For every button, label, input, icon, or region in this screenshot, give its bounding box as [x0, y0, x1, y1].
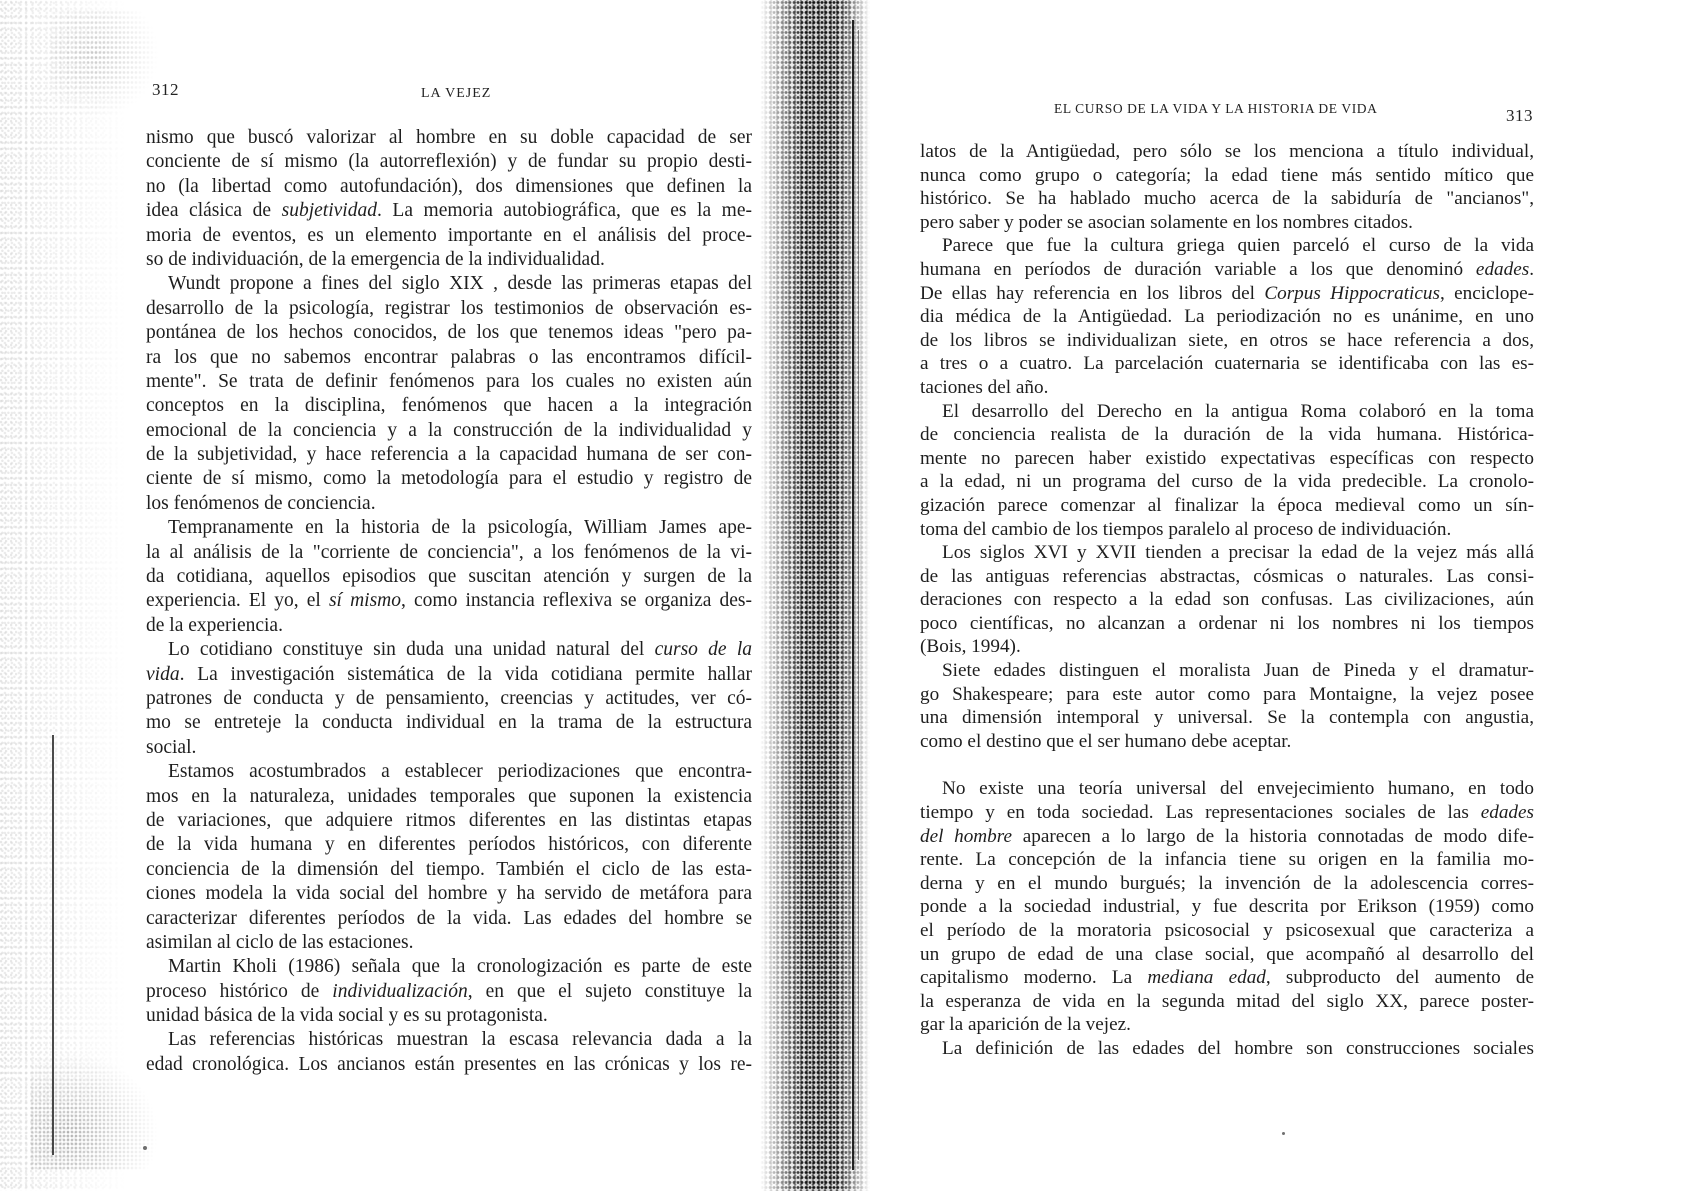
text-line: [146, 443, 752, 467]
text-run: La definición de las edades del hombre son construcciones sociales: [942, 1037, 1534, 1059]
text-run: go Shakespeare; para este autor como para Montaigne, la vejez posee: [920, 683, 1534, 705]
text-line: [920, 659, 1534, 683]
text-line: [920, 801, 1534, 825]
text-run: dia médica de la Antigüedad. La periodización no es unánime, en uno: [920, 306, 1534, 328]
text-line: [920, 211, 1534, 235]
text-run: asimilan al ciclo de las estaciones.: [146, 931, 414, 953]
text-line: [920, 825, 1534, 849]
italic-term: del hombre: [920, 825, 1013, 847]
italic-term: Corpus Hippocraticus: [1264, 282, 1440, 304]
text-run: de la vida humana y en diferentes períodos históricos, con diferente: [146, 834, 752, 856]
text-run: No existe una teoría universal del envejecimiento humano, en todo: [942, 778, 1534, 800]
text-run: Wundt propone a fines del siglo XIX , desde las primeras etapas del: [168, 273, 752, 295]
text-line: [920, 1013, 1534, 1037]
text-line: [920, 565, 1534, 589]
text-line: [146, 1004, 752, 1028]
text-run: pero saber y poder se asocian solamente en los nombres citados.: [920, 211, 1413, 233]
text-run: ciente de sí mismo, como la metodología para el estudio y registro de: [146, 468, 752, 490]
text-line: [920, 447, 1534, 471]
italic-term: subjetividad: [281, 200, 377, 222]
text-run: Martin Kholi (1986) señala que la cronologización es parte de este: [168, 956, 752, 978]
text-run: .: [1529, 258, 1534, 280]
text-run: conciencia de la dimensión del tiempo. También el ciclo de las esta-: [146, 858, 752, 880]
text-run: da cotidiana, aquellos episodios que suscitan atención y surgen de la: [146, 566, 752, 588]
text-line: [920, 706, 1534, 730]
text-run: idea clásica de: [146, 200, 282, 222]
page-number-right: 313: [1506, 106, 1533, 125]
text-run: gización parece comenzar al finalizar la época medieval como un sín-: [920, 494, 1534, 516]
text-run: . La investigación sistemática de la vida cotidiana permite hallar: [179, 663, 752, 685]
text-line: [146, 882, 752, 906]
text-run: de los libros se individualizan siete, en otros se hace referencia a dos,: [920, 329, 1534, 351]
right-page-body: [920, 140, 1534, 1061]
italic-term: mediana edad: [1147, 967, 1266, 989]
text-run: poco científicas, no alcanzan a ordenar ni los nombres ni los tiempos: [920, 612, 1534, 634]
text-run: . La memoria autobiográfica, que es la me-: [376, 200, 752, 222]
text-line: [146, 907, 752, 931]
scan-speck: [143, 1146, 147, 1150]
text-line: [146, 297, 752, 321]
text-line: [146, 785, 752, 809]
text-line: [920, 329, 1534, 353]
text-run: experiencia. El yo, el: [146, 590, 329, 612]
text-line: [920, 919, 1534, 943]
text-line: [920, 872, 1534, 896]
text-run: la al análisis de la "corriente de conciencia", a los fenómenos de la vi-: [146, 541, 752, 563]
text-line: [146, 541, 752, 565]
text-run: edad cronológica. Los ancianos están presentes en las crónicas y los re-: [146, 1053, 752, 1075]
text-run: deraciones con respecto a la edad son confusas. Las civilizaciones, aún: [920, 589, 1534, 611]
text-run: mente no parecen haber existido expectativas específicas con respecto: [920, 447, 1534, 469]
text-run: la esperanza de vida en la segunda mitad del siglo XX, parece poster-: [920, 990, 1534, 1012]
italic-term: individualización: [332, 980, 468, 1002]
italic-term: curso de la: [654, 639, 752, 661]
text-line: [920, 518, 1534, 542]
text-run: nismo que buscó valorizar al hombre en su doble capacidad de ser: [146, 127, 752, 148]
text-run: moria de eventos, es un elemento importante en el análisis del proce-: [146, 224, 752, 246]
text-run: Los siglos XVI y XVII tienden a precisar la edad de la vejez más allá: [942, 542, 1534, 564]
text-run: nunca como grupo o categoría; la edad tiene más sentido mítico que: [920, 164, 1534, 186]
text-line: [146, 736, 752, 760]
text-line: [146, 248, 752, 272]
text-run: mente". Se trata de definir fenómenos para los cuales no existen aún: [146, 370, 752, 392]
text-line: [920, 258, 1534, 282]
text-line: [920, 305, 1534, 329]
text-run: emocional de la conciencia y a la construcción de la individualidad y: [146, 419, 752, 441]
text-run: , subproducto del aumento de: [1265, 967, 1534, 989]
right-page: [860, 0, 1682, 1191]
text-line: [920, 400, 1534, 424]
text-line: [920, 376, 1534, 400]
text-line: [920, 352, 1534, 376]
text-run: gar la aparición de la vejez.: [920, 1014, 1131, 1036]
text-run: patrones de conducta y de pensamiento, creencias y actitudes, ver có-: [146, 687, 752, 709]
text-line: [146, 833, 752, 857]
text-line: [920, 1037, 1534, 1061]
text-line: [146, 150, 752, 174]
text-run: a la edad, ni un programa del curso de la vida predecible. La cronolo-: [920, 471, 1534, 493]
text-line: [920, 140, 1534, 164]
text-run: so de individuación, de la emergencia de la individualidad.: [146, 248, 605, 270]
text-line: [920, 423, 1534, 447]
text-run: pontánea de los hechos conocidos, de los que tenemos ideas "pero pa-: [146, 322, 752, 344]
text-run: De ellas hay referencia en los libros del: [920, 282, 1265, 304]
text-line: [146, 711, 752, 735]
text-line: [920, 848, 1534, 872]
text-line: [146, 224, 752, 248]
text-run: de la experiencia.: [146, 614, 283, 636]
text-run: no (la libertad como autofundación), dos dimensiones que definen la: [146, 175, 752, 197]
text-run: , como instancia reflexiva se organiza des-: [401, 590, 752, 612]
text-line: [146, 1053, 752, 1077]
text-run: unidad básica de la vida social y es su protagonista.: [146, 1005, 548, 1027]
text-line: [920, 282, 1534, 306]
text-run: histórico. Se ha hablado mucho acerca de la sabiduría de "ancianos",: [920, 188, 1534, 210]
text-line: [920, 966, 1534, 990]
italic-term: sí mismo: [328, 590, 402, 612]
text-run: social.: [146, 736, 197, 758]
text-line: [146, 175, 752, 199]
text-run: tiempo y en toda sociedad. Las representaciones sociales de las: [920, 802, 1481, 824]
text-line: [146, 931, 752, 955]
text-line: [146, 955, 752, 979]
text-run: latos de la Antigüedad, pero sólo se los menciona a título individual,: [920, 141, 1534, 162]
text-run: taciones del año.: [920, 376, 1049, 398]
text-run: conciente de sí mismo (la autorreflexión) y de fundar su propio desti-: [146, 151, 752, 173]
text-line: [146, 1028, 752, 1052]
text-run: caracterizar diferentes períodos de la vida. Las edades del hombre se: [146, 907, 752, 929]
text-line: [146, 346, 752, 370]
text-line: [920, 234, 1534, 258]
text-run: los fenómenos de conciencia.: [146, 492, 376, 514]
text-line: [146, 760, 752, 784]
text-line: [146, 492, 752, 516]
text-run: de conciencia realista de la duración de la vida humana. Histórica-: [920, 424, 1534, 446]
text-line: [920, 541, 1534, 565]
book-gutter-line: [852, 20, 854, 1170]
text-line: [920, 164, 1534, 188]
text-line: [920, 730, 1534, 754]
text-line: [920, 943, 1534, 967]
text-run: proceso histórico de: [146, 980, 333, 1002]
text-run: , en que el sujeto constituye la: [467, 980, 752, 1002]
text-run: una dimensión intemporal y universal. Se la contempla con angustia,: [920, 707, 1534, 729]
running-head-left: LA VEJEZ: [421, 86, 492, 101]
text-run: desarrollo de la psicología, registrar los testimonios de observación es-: [146, 297, 752, 319]
text-line: [146, 589, 752, 613]
text-line: [146, 516, 752, 540]
page-number-left: 312: [152, 80, 179, 99]
text-run: ponde a la sociedad industrial, y fue descrita por Erikson (1959) como: [920, 896, 1534, 918]
italic-term: edades: [1480, 802, 1534, 824]
text-line: [920, 895, 1534, 919]
text-run: (Bois, 1994).: [920, 636, 1021, 658]
italic-term: vida: [146, 663, 180, 685]
text-run: Siete edades distinguen el moralista Juan de Pineda y el dramatur-: [942, 660, 1534, 682]
running-head-right: EL CURSO DE LA VIDA Y LA HISTORIA DE VIDA: [1054, 101, 1378, 116]
text-run: un grupo de edad de una clase social, que acompañó al desarrollo del: [920, 943, 1534, 965]
text-run: conceptos en la disciplina, fenómenos que hacen a la integración: [146, 395, 752, 417]
text-run: Tempranamente en la historia de la psicología, William James ape-: [168, 517, 752, 539]
text-line: [920, 187, 1534, 211]
text-line: [146, 614, 752, 638]
text-line: [146, 663, 752, 687]
text-run: derna y en el mundo burgués; la invención de la adolescencia corres-: [920, 872, 1534, 894]
text-run: mo se entreteje la conducta individual en la trama de la estructura: [146, 712, 752, 734]
text-line: [146, 321, 752, 345]
text-run: el período de la moratoria psicosocial y psicosexual que caracteriza a: [920, 920, 1534, 941]
text-line: [920, 494, 1534, 518]
text-line: [920, 990, 1534, 1014]
text-run: ciones modela la vida social del hombre y ha servido de metáfora para: [146, 883, 752, 905]
book-gutter-line-inner: [858, 30, 859, 1160]
text-line: [920, 588, 1534, 612]
left-page-body: [146, 126, 752, 1077]
scan-speck: [1282, 1132, 1285, 1135]
text-run: , enciclope-: [1439, 282, 1534, 304]
text-run: El desarrollo del Derecho en la antigua Roma colaboró en la toma: [942, 400, 1534, 422]
text-run: como el destino que el ser humano debe aceptar.: [920, 730, 1292, 752]
text-line: [146, 272, 752, 296]
text-line: [146, 199, 752, 223]
italic-term: edades: [1475, 258, 1530, 280]
text-run: a tres o a cuatro. La parcelación cuaternaria se identificaba con las es-: [920, 353, 1534, 375]
text-run: humana en períodos de duración variable a los que denominó: [920, 258, 1476, 280]
text-line: [920, 777, 1534, 801]
text-line: [146, 980, 752, 1004]
text-line: [146, 419, 752, 443]
text-run: capitalismo moderno. La: [920, 967, 1148, 989]
text-line: [146, 638, 752, 662]
text-line: [920, 635, 1534, 659]
text-line: [146, 126, 752, 150]
text-line: [146, 565, 752, 589]
text-line: [146, 467, 752, 491]
text-run: aparecen a lo largo de la historia connotadas de modo dife-: [1012, 825, 1534, 847]
text-run: Lo cotidiano constituye sin duda una unidad natural del: [168, 639, 655, 661]
text-run: ra los que no sabemos encontrar palabras o las encontramos difícil-: [146, 346, 752, 368]
text-line: [146, 394, 752, 418]
text-run: de las antiguas referencias abstractas, cósmicas o naturales. Las consi-: [920, 565, 1534, 587]
text-line: [146, 370, 752, 394]
text-run: Estamos acostumbrados a establecer periodizaciones que encontra-: [168, 761, 752, 783]
text-line: [920, 470, 1534, 494]
text-run: de variaciones, que adquiere ritmos diferentes en las distintas etapas: [146, 809, 752, 831]
text-line: [146, 809, 752, 833]
text-run: Las referencias históricas muestran la escasa relevancia dada a la: [168, 1029, 752, 1051]
text-run: mos en la naturaleza, unidades temporales que suponen la existencia: [146, 785, 752, 807]
text-run: rente. La concepción de la infancia tiene su origen en la familia mo-: [920, 849, 1534, 871]
text-line: [146, 858, 752, 882]
text-run: de la subjetividad, y hace referencia a la capacidad humana de ser con-: [146, 444, 752, 466]
paragraph-gap: [920, 753, 1534, 777]
text-line: [920, 612, 1534, 636]
text-line: [146, 687, 752, 711]
text-line: [920, 683, 1534, 707]
text-run: toma del cambio de los tiempos paralelo al proceso de individuación.: [920, 518, 1452, 540]
text-run: Parece que fue la cultura griega quien parceló el curso de la vida: [942, 235, 1534, 257]
